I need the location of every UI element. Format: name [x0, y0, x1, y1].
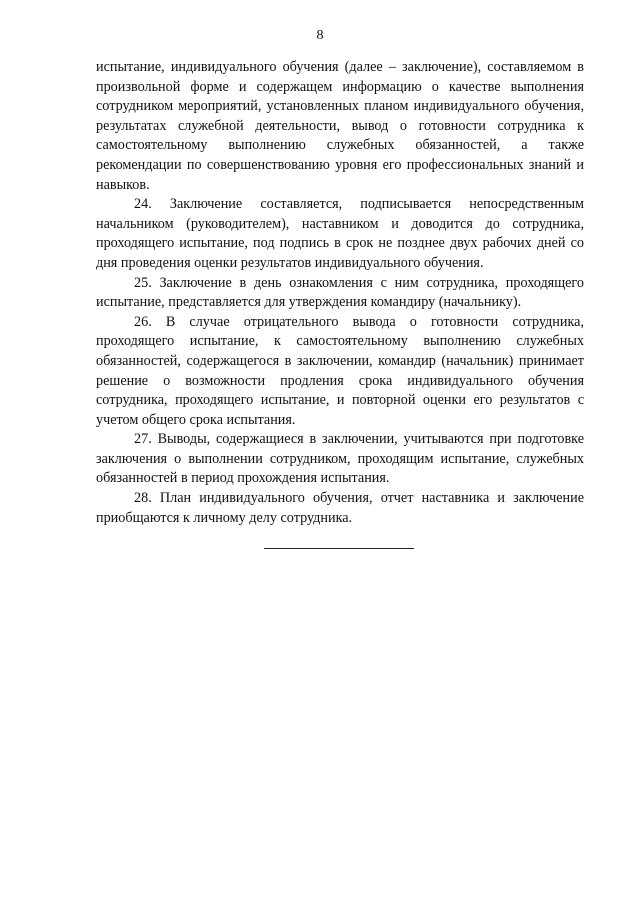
end-of-document-line: [264, 548, 414, 549]
paragraph-25: 25. Заключение в день ознакомления с ним сотрудника, проходящего испытание, представляется для утверждения командиру (начальнику).: [96, 274, 584, 311]
paragraph-27: 27. Выводы, содержащиеся в заключении, учитываются при подготовке заключения о выполнении сотрудником, проходящим испытание, служебных обязанностей в период прохождения испытания.: [96, 431, 584, 487]
paragraph-24: 24. Заключение составляется, подписывается непосредственным начальником (руководителем), наставником и доводится до сотрудника, проходящего испытание, под подпись в срок не позднее двух рабочих дней со дня проведения оценки результатов индивидуального обучения.: [96, 196, 584, 271]
paragraph-continuation: испытание, индивидуального обучения (далее – заключение), составляемом в произвольной форме и содержащем информацию о качестве выполнения сотрудником мероприятий, установленных планом индивидуального обучения, результатах служебной деятельности, вывод о готовности сотрудника к самостоятельному выполнению служебных обязанностей, а также рекомендации по совершенствованию уровня его профессиональных знаний и навыков.: [96, 59, 584, 193]
paragraph-26: 26. В случае отрицательного вывода о готовности сотрудника, проходящего испытание, к самостоятельному выполнению служебных обязанностей, содержащегося в заключении, командир (начальник) принимает решение о возможности продления срока индивидуального обучения сотрудника, проходящего испытание, и повторной оценки его результатов с учетом общего срока испытания.: [96, 313, 584, 428]
paragraph-28: 28. План индивидуального обучения, отчет наставника и заключение приобщаются к личному делу сотрудника.: [96, 490, 584, 526]
document-body: [96, 58, 584, 528]
page-number: 8: [316, 28, 324, 43]
